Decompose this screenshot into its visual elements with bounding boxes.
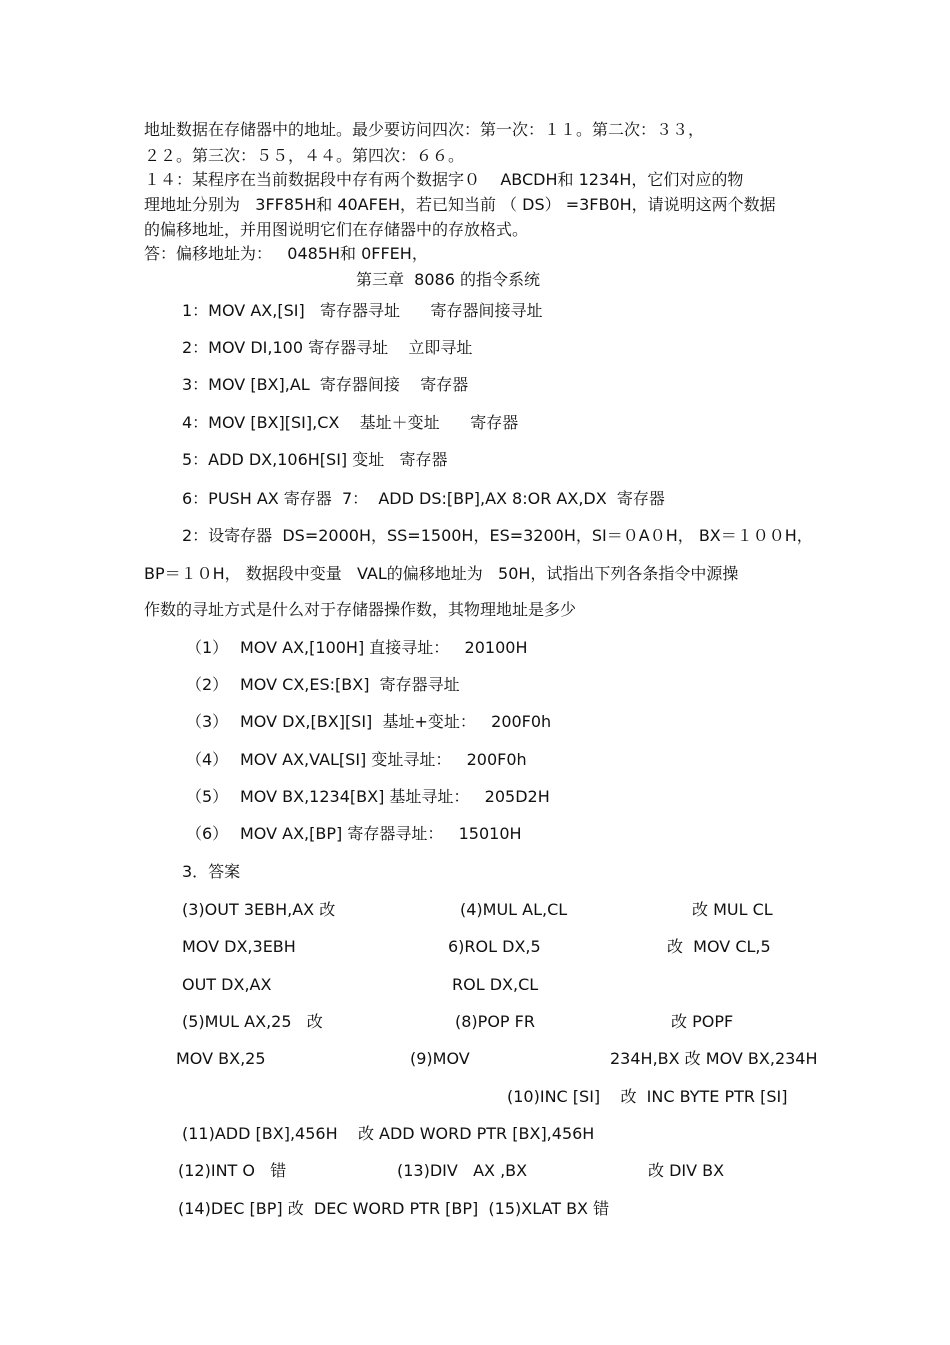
item-text: MOV AX,[BP] 寄存器寻址： 15010H xyxy=(240,824,522,843)
question-2-line: 作数的寻址方式是什么对于存储器操作数，其物理地址是多少 xyxy=(144,600,577,619)
item-text: MOV BX,1234[BX] 基址寻址： 205D2H xyxy=(240,787,550,806)
answer-cell: (10)INC [SI] 改 INC BYTE PTR [SI] xyxy=(507,1087,788,1106)
answer-cell: (14)DEC [BP] 改 DEC WORD PTR [BP] (15)XLAT BX 错 xyxy=(178,1199,610,1218)
answer-cell: 改 DIV BX xyxy=(648,1161,725,1180)
text-line: ２２。第三次：５５，４４。第四次：６６。 xyxy=(144,146,465,165)
answer-cell: (3)OUT 3EBH,AX 改 xyxy=(182,900,336,919)
instruction-line: 1：MOV AX,[SI] 寄存器寻址 寄存器间接寻址 xyxy=(182,301,543,320)
item-text: MOV DX,[BX][SI] 基址+变址： 200F0h xyxy=(240,712,552,731)
question-14-line: １４：某程序在当前数据段中存有两个数据字０ ABCDH和 1234H，它们对应的物 xyxy=(144,170,744,189)
item-number: （6） xyxy=(186,824,229,843)
item-text: MOV AX,VAL[SI] 变址寻址： 200F0h xyxy=(240,750,527,769)
answer-cell: (5)MUL AX,25 改 xyxy=(182,1012,323,1031)
question-2-line: BP＝１０H， 数据段中变量 VAL的偏移地址为 50H，试指出下列各条指令中源操 xyxy=(144,564,739,583)
answer-cell: 改 MUL CL xyxy=(692,900,773,919)
question-2-line: 2：设寄存器 DS=2000H，SS=1500H，ES=3200H，SI＝０A０H， BX＝１００H， xyxy=(182,526,813,545)
answer-line: 答：偏移地址为： 0485H和 0FFEH， xyxy=(144,244,428,263)
instruction-line: 4：MOV [BX][SI],CX 基址＋变址 寄存器 xyxy=(182,413,519,432)
item-text: MOV AX,[100H] 直接寻址： 20100H xyxy=(240,638,528,657)
answer-cell: OUT DX,AX xyxy=(182,975,272,994)
item-number: （4） xyxy=(186,750,229,769)
instruction-line: 6：PUSH AX 寄存器 7： ADD DS:[BP],AX 8:OR AX,DX 寄存器 xyxy=(182,489,665,508)
answer-cell: (9)MOV xyxy=(410,1049,470,1068)
instruction-line: 3：MOV [BX],AL 寄存器间接 寄存器 xyxy=(182,375,469,394)
item-number: （2） xyxy=(186,675,229,694)
item-number: （1） xyxy=(186,638,229,657)
answer-cell: MOV BX,25 xyxy=(176,1049,266,1068)
answer-cell: 6)ROL DX,5 xyxy=(448,937,541,956)
item-number: （5） xyxy=(186,787,229,806)
answer-cell: (8)POP FR xyxy=(455,1012,535,1031)
answer-cell: 234H,BX 改 MOV BX,234H xyxy=(610,1049,818,1068)
item-number: （3） xyxy=(186,712,229,731)
question-14-line: 理地址分别为 3FF85H和 40AFEH，若已知当前 （ DS） =3FB0H，请说明这两个数据 xyxy=(144,195,776,214)
answer-cell: ROL DX,CL xyxy=(452,975,539,994)
answer-3-title: 3．答案 xyxy=(182,862,241,881)
answer-cell: (13)DIV AX ,BX xyxy=(397,1161,528,1180)
answer-cell: (4)MUL AL,CL xyxy=(460,900,568,919)
answer-cell: MOV DX,3EBH xyxy=(182,937,296,956)
instruction-line: 2：MOV DI,100 寄存器寻址 立即寻址 xyxy=(182,338,473,357)
answer-cell: 改 MOV CL,5 xyxy=(667,937,771,956)
answer-cell: (11)ADD [BX],456H 改 ADD WORD PTR [BX],456H xyxy=(182,1124,595,1143)
item-text: MOV CX,ES:[BX] 寄存器寻址 xyxy=(240,675,460,694)
answer-cell: 改 POPF xyxy=(671,1012,734,1031)
text-line: 地址数据在存储器中的地址。最少要访问四次：第一次：１１。第二次：３３， xyxy=(144,120,705,139)
question-14-line: 的偏移地址，并用图说明它们在存储器中的存放格式。 xyxy=(144,220,529,239)
chapter-title: 第三章 8086 的指令系统 xyxy=(356,270,540,289)
answer-cell: (12)INT O 错 xyxy=(178,1161,287,1180)
instruction-line: 5：ADD DX,106H[SI] 变址 寄存器 xyxy=(182,450,448,469)
